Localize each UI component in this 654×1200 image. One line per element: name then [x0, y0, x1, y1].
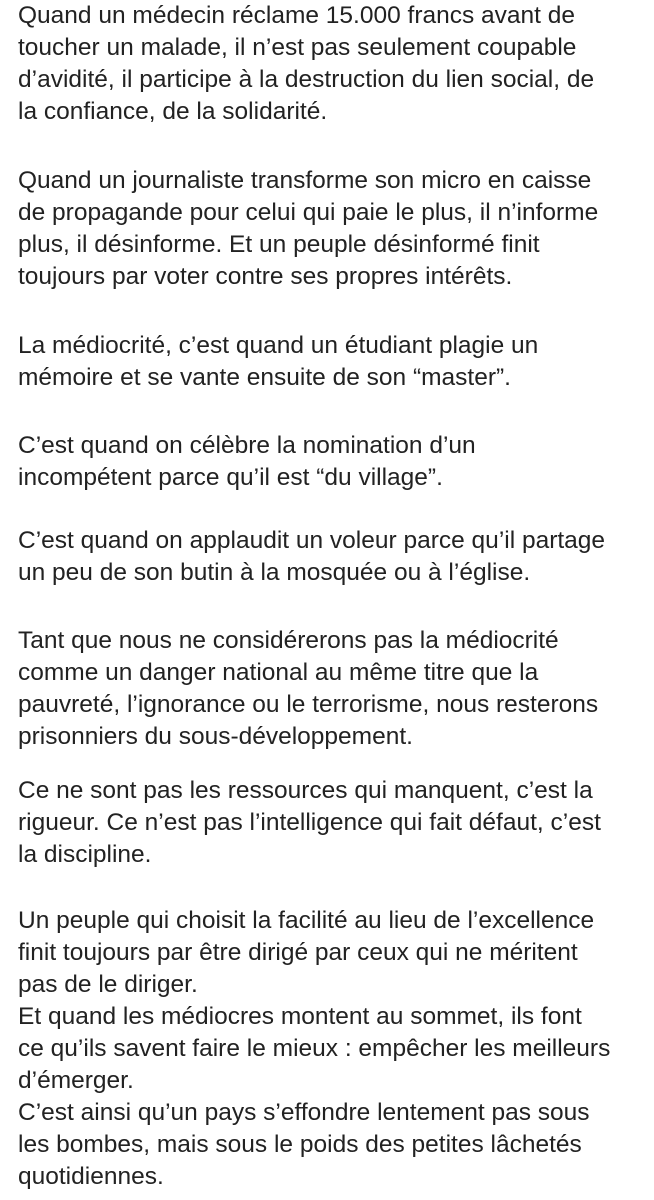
paragraph-4: C’est quand on célèbre la nomination d’un incompétent parce qu’il est “du village”.	[18, 432, 476, 491]
paragraph-8: Un peuple qui choisit la facilité au lieu de l’excellence finit toujours par être dirigé par ceux qui ne méritent pas de le diriger. Et quand les médiocres montent au sommet, ils font ce qu’ils savent faire le mieux : empêcher les meilleurs d’émerger. C’est ainsi qu’un pays s’effondre lentement pas sous les bombes, mais sous le poids des petites lâchetés quotidiennes.	[18, 907, 611, 1190]
paragraph-1: Quand un médecin réclame 15.000 francs avant de toucher un malade, il n’est pas seulement coupable d’avidité, il participe à la destruction du lien social, de la confiance, de la solidarité.	[18, 2, 595, 125]
paragraph-3: La médiocrité, c’est quand un étudiant plagie un mémoire et se vante ensuite de son “master”.	[18, 332, 539, 391]
paragraph-5: C’est quand on applaudit un voleur parce qu’il partage un peu de son butin à la mosquée ou à l’église.	[18, 527, 606, 586]
paragraph-2: Quand un journaliste transforme son micro en caisse de propagande pour celui qui paie le plus, il n’informe plus, il désinforme. Et un peuple désinformé finit toujours par voter contre ses propres intérêts.	[18, 167, 599, 290]
paragraph-7: Ce ne sont pas les ressources qui manquent, c’est la rigueur. Ce n’est pas l’intelligence qui fait défaut, c’est la discipline.	[18, 777, 601, 868]
paragraph-6: Tant que nous ne considérerons pas la médiocrité comme un danger national au même titre que la pauvreté, l’ignorance ou le terrorisme, nous resterons prisonniers du sous-développement.	[18, 627, 599, 750]
